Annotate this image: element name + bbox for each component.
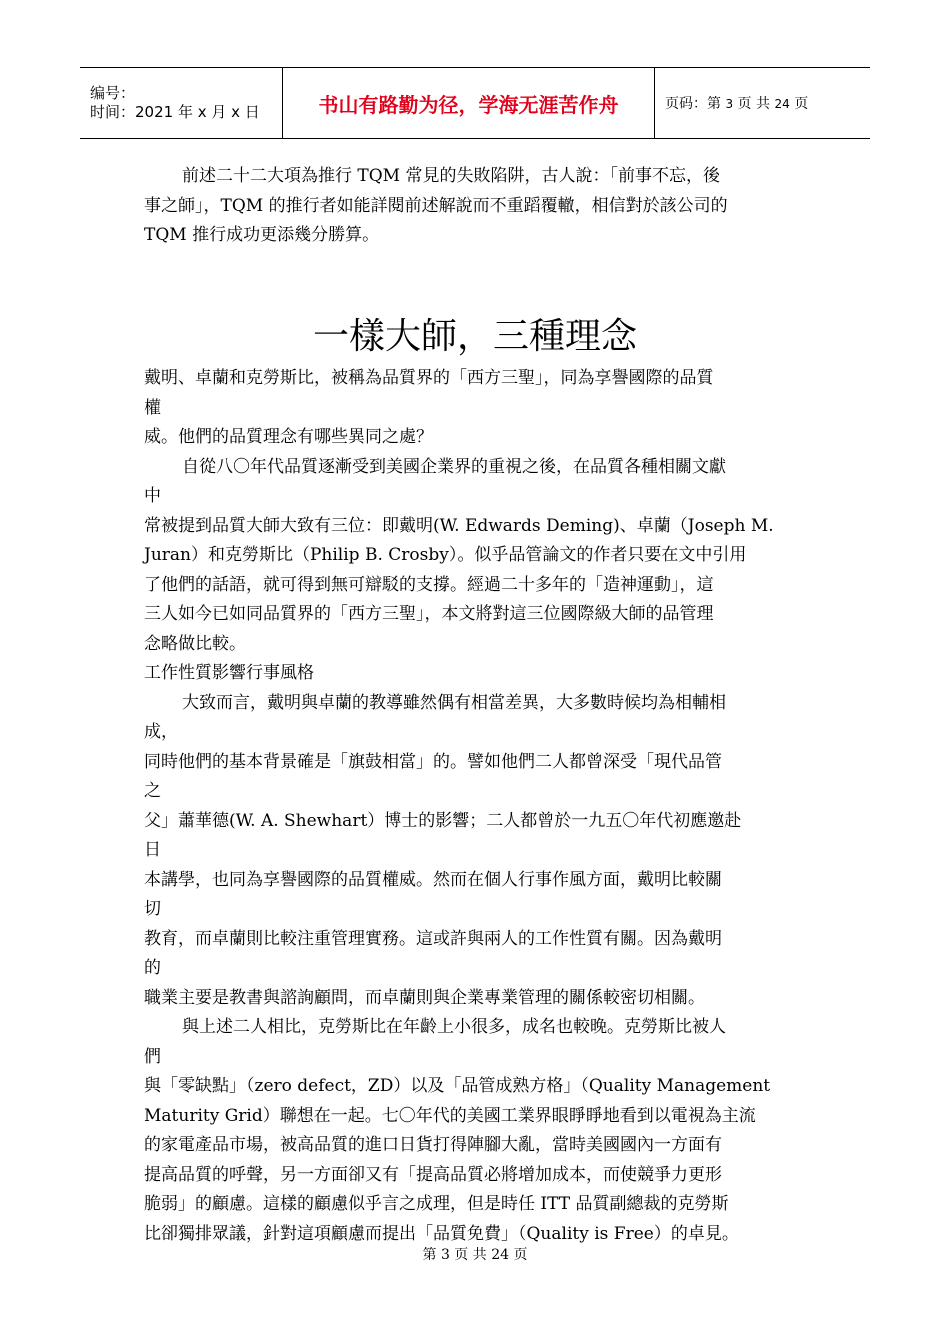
page-info-suffix: 页 <box>794 96 809 112</box>
body-line: 比卻獨排眾議，針對這項顧慮而提出「品質免費」（Quality is Free）的卓見。 <box>144 1223 739 1244</box>
body-line: 父」蕭華德(W. A. Shewhart）博士的影響；二人都曾於一九五〇年代初應邀赴 <box>144 810 742 831</box>
body-line: 三人如今已如同品質界的「西方三聖」，本文將對這三位國際級大師的品管理 <box>144 604 714 624</box>
header-motto: 书山有路勤为径，学海无涯苦作舟 <box>318 92 619 117</box>
intro-paragraph <box>144 162 824 251</box>
page-footer: 第 3 页 共 24 页 <box>422 1247 528 1263</box>
page-info-mid: 页 共 <box>737 96 770 112</box>
body-line: 了他們的話語，就可得到無可辯駁的支撐。經過二十多年的「造神運動」，這 <box>144 574 714 595</box>
body-line: 同時他們的基本背景確是「旗鼓相當」的。譬如他們二人都曾深受「現代品管 <box>144 751 722 772</box>
body-line: 們 <box>144 1046 161 1067</box>
body-line: Maturity Grid）聯想在一起。七〇年代的美國工業界眼睜睜地看到以電視為主流 <box>144 1105 756 1126</box>
body-line: 提高品質的呼聲，另一方面卻又有「提高品質必將增加成本，而使競爭力更形 <box>144 1164 722 1185</box>
body-line: 切 <box>144 899 161 919</box>
body-line: 之 <box>144 781 161 801</box>
body-line: 與上述二人相比，克勞斯比在年齡上小很多，成名也較晚。克勞斯比被人 <box>182 1017 726 1037</box>
body-line: 的 <box>144 958 161 978</box>
body-line: 威。他們的品質理念有哪些異同之處？ <box>144 427 433 447</box>
header-table <box>80 67 870 139</box>
time-label: 时间：2021 年 x 月 x 日 <box>90 103 260 121</box>
body-line: 自從八〇年代品質逐漸受到美國企業界的重視之後，在品質各種相關文獻 <box>182 456 726 477</box>
body-line: 教育，而卓蘭則比較注重管理實務。這或許與兩人的工作性質有關。因為戴明 <box>144 928 722 949</box>
body-line: 與「零缺點」（zero defect，ZD）以及「品管成熟方格」（Quality Management <box>144 1076 771 1096</box>
intro-line: 前述二十二大項為推行 TQM 常見的失敗陷阱，古人說：「前事不忘，後 <box>182 166 720 186</box>
body-line: 脆弱」的顧慮。這樣的顧慮似乎言之成理，但是時任 ITT 品質副總裁的克勞斯 <box>144 1194 729 1214</box>
section-title: 一樣大師，三種理念 <box>312 316 637 357</box>
page-current: 3 <box>725 97 734 111</box>
body-line: 念略做比較。 <box>144 633 246 654</box>
header-page-info <box>655 68 870 138</box>
body-line: 日 <box>144 840 161 860</box>
header-motto-cell <box>282 68 655 138</box>
page-info-prefix: 页码：第 <box>665 96 721 112</box>
article-body <box>144 364 844 1249</box>
subheading: 工作性質影響行事風格 <box>144 663 314 683</box>
intro-line: TQM 推行成功更添幾分勝算。 <box>144 225 380 245</box>
body-line: 的家電產品市場，被高品質的進口日貨打得陣腳大亂，當時美國國內一方面有 <box>144 1135 722 1155</box>
header-meta <box>80 68 282 138</box>
body-line: 成， <box>144 722 178 742</box>
body-line: 權 <box>144 397 161 418</box>
body-line: Juran）和克勞斯比（Philip B. Crosby）。似乎品管論文的作者只要在文中引用 <box>144 545 747 565</box>
body-line: 中 <box>144 486 161 506</box>
body-line: 常被提到品質大師大致有三位：即戴明(W. Edwards Deming)、卓蘭（Joseph M. <box>144 515 774 536</box>
body-line: 大致而言，戴明與卓蘭的教導雖然偶有相當差異，大多數時候均為相輔相 <box>182 692 726 713</box>
body-line: 戴明、卓蘭和克勞斯比，被稱為品質界的「西方三聖」，同為享譽國際的品質 <box>144 368 714 388</box>
body-line: 本講學，也同為享譽國際的品質權威。然而在個人行事作風方面，戴明比較關 <box>144 869 722 890</box>
body-line: 職業主要是教書與諮詢顧問，而卓蘭則與企業專業管理的關係較密切相關。 <box>144 987 705 1008</box>
page-total: 24 <box>774 97 790 111</box>
intro-line: 事之師」，TQM 的推行者如能詳閱前述解說而不重蹈覆轍，相信對於該公司的 <box>144 195 728 216</box>
number-label: 编号： <box>90 84 136 102</box>
